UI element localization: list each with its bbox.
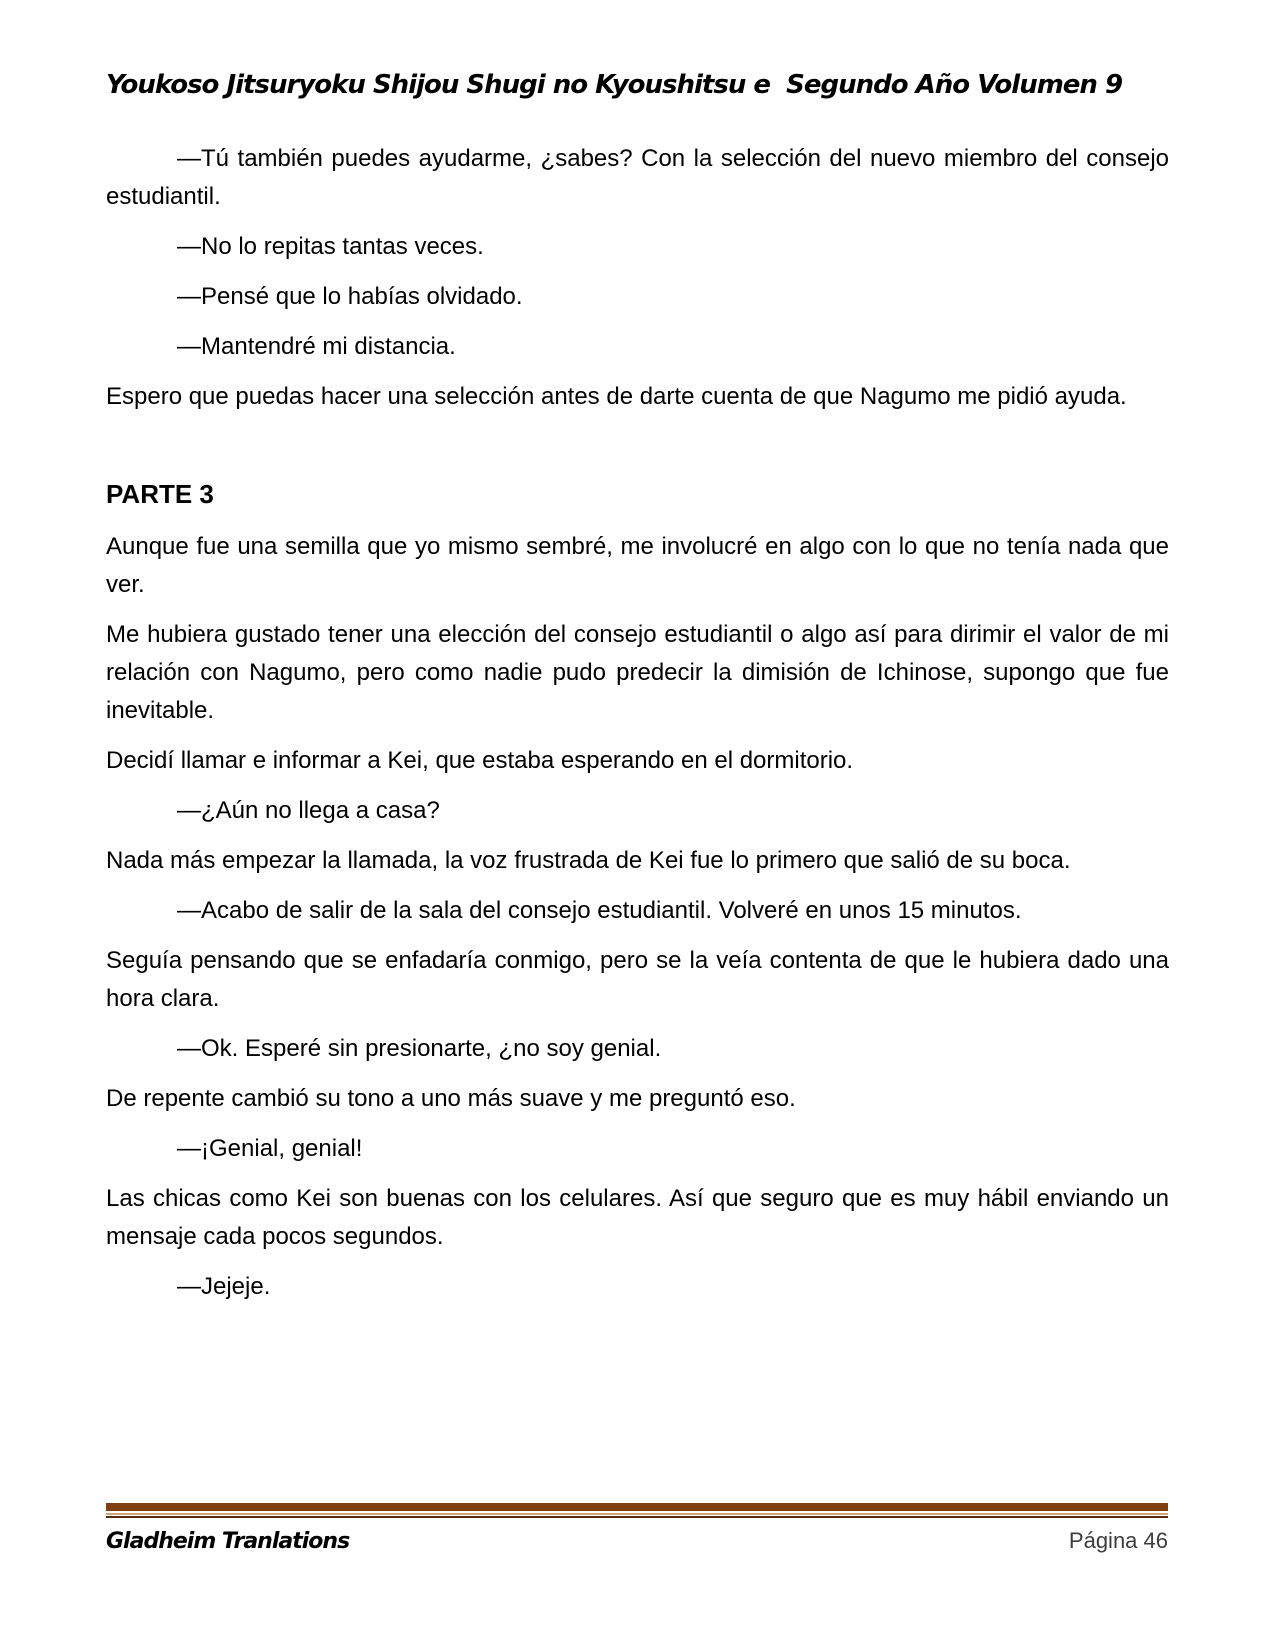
dialogue-line: —Acabo de salir de la sala del consejo estudiantil. Volveré en unos 15 minutos. xyxy=(177,897,1022,924)
paragraph: Seguía pensando que se enfadaría conmigo, pero se la veía contenta de que le hubiera dado una hora clara. xyxy=(106,947,1169,1012)
page-footer xyxy=(106,1503,1168,1554)
paragraph: Nada más empezar la llamada, la voz frustrada de Kei fue lo primero que salió de su boca. xyxy=(106,847,1071,874)
paragraph: Las chicas como Kei son buenas con los celulares. Así que seguro que es muy hábil enviando un mensaje cada pocos segundos. xyxy=(106,1185,1169,1250)
section-heading: PARTE 3 xyxy=(106,479,214,509)
dialogue-line: —Tú también puedes ayudarme, ¿sabes? Con la selección del nuevo miembro del consejo estudiantil. xyxy=(106,145,1169,210)
dialogue-line: —¿Aún no llega a casa? xyxy=(177,797,440,824)
page-header-title: Youkoso Jitsuryoku Shijou Shugi no Kyoushitsu e Segundo Año Volumen 9 xyxy=(106,70,1123,100)
paragraph: Decidí llamar e informar a Kei, que estaba esperando en el dormitorio. xyxy=(106,747,854,774)
translator-credit: Gladheim Tranlations xyxy=(106,1529,350,1554)
footer-rule-thick xyxy=(106,1503,1168,1511)
dialogue-line: —Jejeje. xyxy=(177,1273,271,1300)
paragraph: De repente cambió su tono a uno más suave y me preguntó eso. xyxy=(106,1085,796,1112)
footer-rule-thin xyxy=(106,1516,1168,1518)
dialogue-line: —¡Genial, genial! xyxy=(177,1135,363,1162)
paragraph: Espero que puedas hacer una selección antes de darte cuenta de que Nagumo me pidió ayuda. xyxy=(106,383,1127,410)
dialogue-line: —Pensé que lo habías olvidado. xyxy=(177,283,523,310)
footer-row xyxy=(106,1528,1168,1554)
page-number: Página 46 xyxy=(1068,1528,1168,1553)
paragraph: Me hubiera gustado tener una elección del consejo estudiantil o algo así para dirimir el valor de mi relación con Nagumo, pero como nadie pudo predecir la dimisión de Ichinose, supongo que fue inevitable. xyxy=(106,621,1169,724)
dialogue-line: —Ok. Esperé sin presionarte, ¿no soy genial. xyxy=(177,1035,662,1062)
dialogue-line: —Mantendré mi distancia. xyxy=(177,333,456,360)
body-content xyxy=(106,140,1169,1318)
dialogue-line: —No lo repitas tantas veces. xyxy=(177,233,484,260)
paragraph: Aunque fue una semilla que yo mismo sembré, me involucré en algo con lo que no tenía nada que ver. xyxy=(106,533,1169,598)
